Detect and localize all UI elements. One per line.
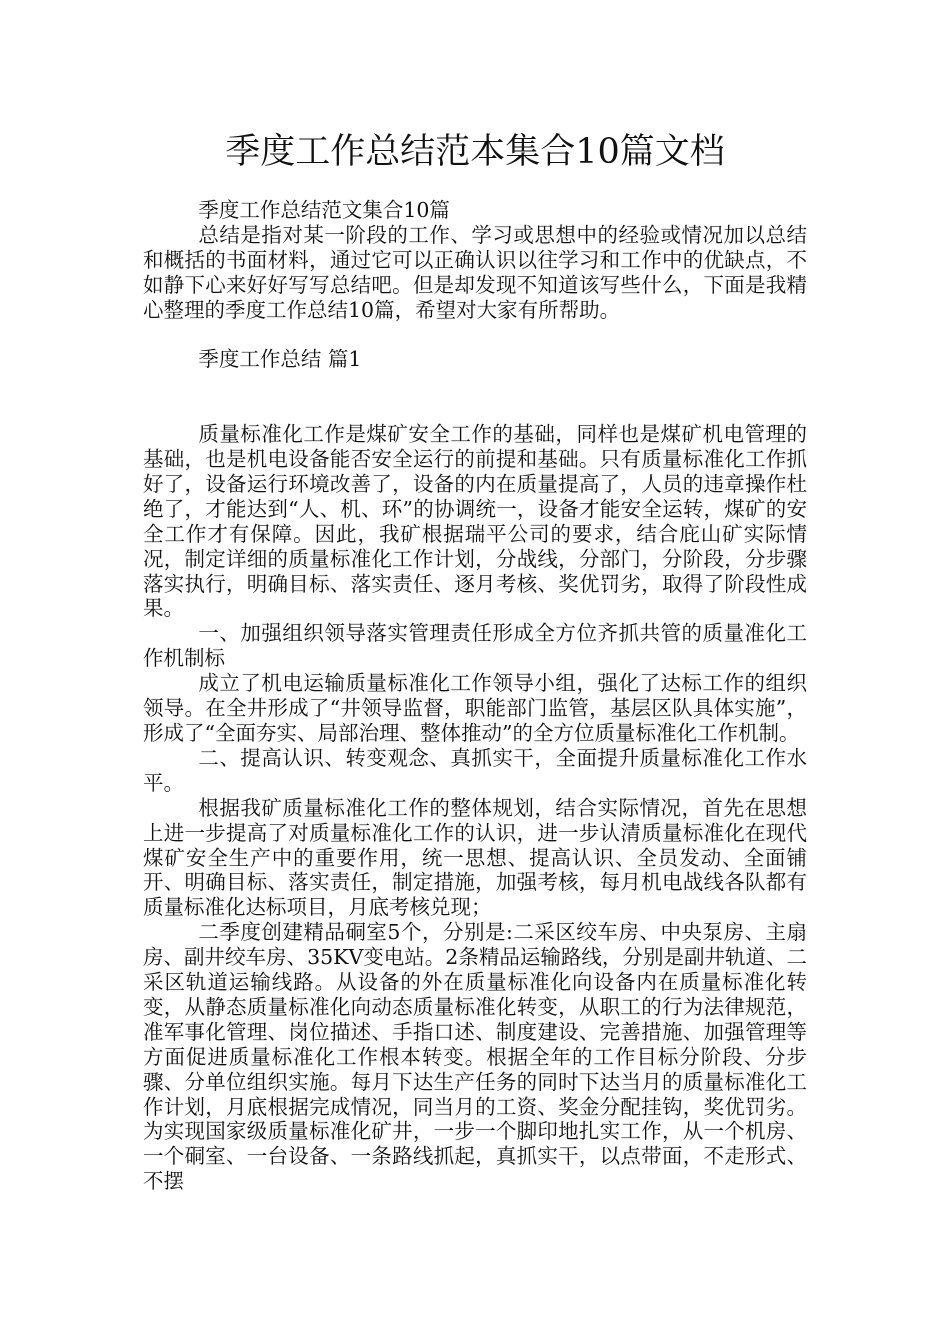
body-paragraph: 成立了机电运输质量标准化工作领导小组，强化了达标工作的组织领导。在全井形成了“井领导监督，职能部门监管，基层区队具体实施”，形成了“全面夯实、局部治理、整体推动”的全方位质量标准化工作机制。 [143, 671, 807, 745]
spacer [143, 323, 807, 348]
section-heading: 季度工作总结 篇1 [198, 347, 362, 372]
body-paragraph: 根据我矿质量标准化工作的整体规划，结合实际情况，首先在思想上进一步提高了对质量标准化工作的认识，进一步认清质量标准化在现代煤矿安全生产中的重要作用，统一思想、提高认识、全员发动、全面铺开、明确目标、落实责任，制定措施，加强考核，每月机电战线各队都有质量标准化达标项目，月底考核兑现； [143, 795, 807, 920]
document-body [143, 198, 807, 1194]
subheading-paragraph: 二、提高认识、转变观念、真抓实干，全面提升质量标准化工作水平。 [143, 745, 807, 795]
body-paragraph: 二季度创建精品硐室5个，分别是:二采区绞车房、中央泵房、主扇房、副井绞车房、35KV变电站。2条精品运输路线，分别是副井轨道、二采区轨道运输线路。从设备的外在质量标准化向设备内在质量标准化转变，从静态质量标准化向动态质量标准化转变，从职工的行为法律规范，准军事化管理、岗位描述、手指口述、制度建设、完善措施、加强管理等方面促进质量标准化工作根本转变。根据全年的工作目标分阶段、分步骤、分单位组织实施。每月下达生产任务的同时下达当月的质量标准化工作计划，月底根据完成情况，同当月的工资、奖金分配挂钩，奖优罚劣。为实现国家级质量标准化矿井，一步一个脚印地扎实工作，从一个机房、一个硐室、一台设备、一条路线抓起，真抓实干，以点带面，不走形式、不摆 [143, 920, 807, 1194]
body-paragraph: 质量标准化工作是煤矿安全工作的基础，同样也是煤矿机电管理的基础，也是机电设备能否安全运行的前提和基础。只有质量标准化工作抓好了，设备运行环境改善了，设备的内在质量提高了，人员的违章操作杜绝了，才能达到“人、机、环”的协调统一，设备才能安全运转，煤矿的安全工作才有保障。因此，我矿根据瑞平公司的要求，结合庇山矿实际情况，制定详细的质量标准化工作计划，分战线，分部门，分阶段，分步骤落实执行，明确目标、落实责任、逐月考核、奖优罚劣，取得了阶段性成果。 [143, 422, 807, 621]
spacer [143, 397, 807, 422]
subtitle-paragraph: 季度工作总结范文集合10篇 [198, 198, 450, 222]
spacer [143, 372, 807, 397]
intro-paragraph: 总结是指对某一阶段的工作、学习或思想中的经验或情况加以总结和概括的书面材料，通过它可以正确认识以往学习和工作中的优缺点，不如静下心来好好写写总结吧。但是却发现不知道该写些什么，下面是我精心整理的季度工作总结10篇，希望对大家有所帮助。 [143, 222, 807, 322]
document-title: 季度工作总结范本集合10篇文档 [225, 132, 725, 172]
subheading-paragraph: 一、加强组织领导落实管理责任形成全方位齐抓共管的质量准化工作机制标 [143, 621, 807, 671]
